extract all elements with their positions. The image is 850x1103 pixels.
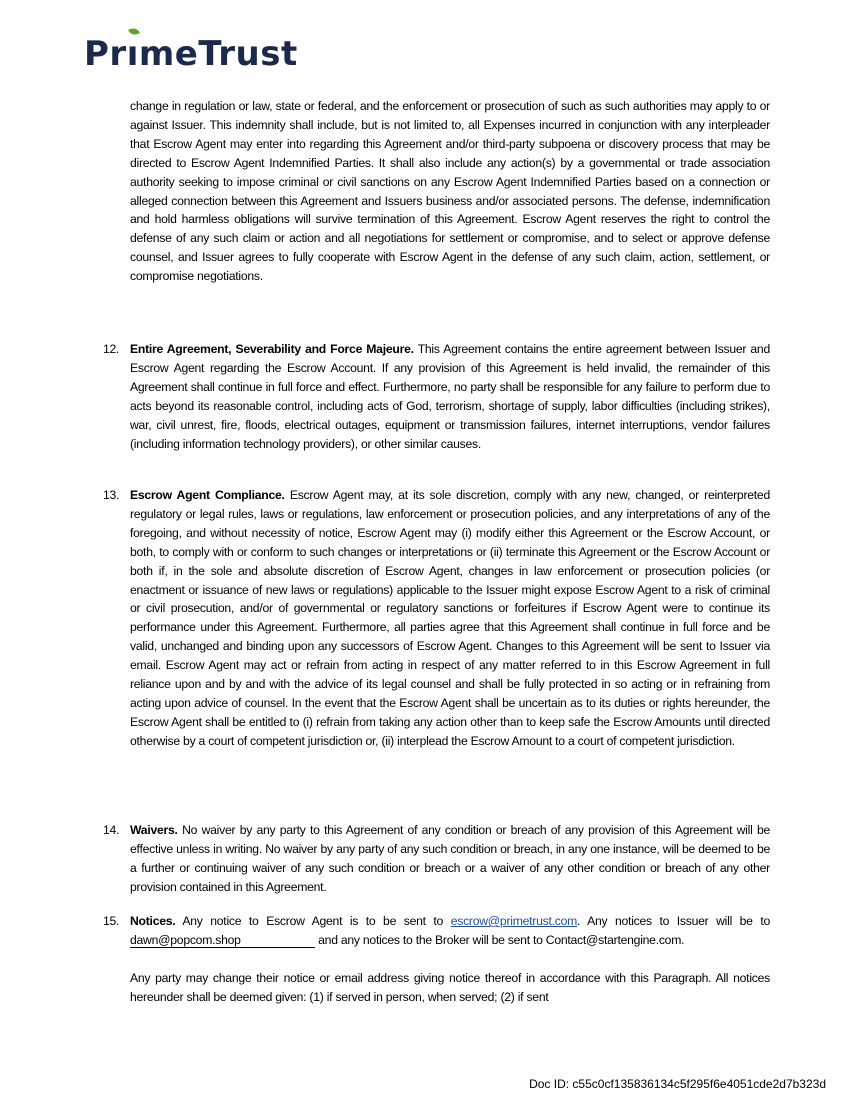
logo-text-start: Pr — [84, 34, 127, 74]
section-number: 15. — [103, 914, 120, 928]
section-13 — [103, 486, 770, 751]
section-title: Entire Agreement, Severability and Force Majeure. — [130, 342, 414, 356]
section-number: 13. — [103, 488, 120, 502]
continuation-paragraph — [130, 97, 770, 286]
section-number: 12. — [103, 342, 120, 356]
logo-i-glyph: ı — [126, 34, 139, 74]
section-number: 14. — [103, 823, 120, 837]
section-text: No waiver by any party to this Agreement of any condition or breach of any provision of this Agreement will be effective unless in writing. No waiver by any party of any such condition or breach, in any one instance, will be deemed to be a further or continuing waiver of any such condition or breach or a waiver of any other condition or breach of any other provision contained in this Agreement. — [130, 823, 770, 894]
section-15-notices — [103, 912, 770, 1007]
primetrust-logo — [84, 34, 298, 74]
section-12 — [103, 340, 770, 453]
continuation-text: change in regulation or law, state or federal, and the enforcement or prosecution of such as such authorities may apply to or against Issuer. This indemnity shall include, but is not limited to, all Expenses incurred in conjunction with any interpleader that Escrow Agent may enter into regarding this Agreement and/or third-party subpoena or discovery process that may be directed to Escrow Agent Indemnified Parties. It shall also include any action(s) by a governmental or trade association authority seeking to impose criminal or civil sanctions on any Escrow Agent Indemnified Parties based on a connection or alleged connection between this Agreement and Issuers business and/or associated persons. The defense, indemnification and hold harmless obligations will survive termination of this Agreement. Escrow Agent reserves the right to control the defense of any such claim or action and all negotiations for settlement or compromise, and to select or approve defense counsel, and Issuer agrees to fully cooperate with Escrow Agent in the defense of any such claim, action, settlement, or compromise negotiations. — [130, 99, 770, 284]
notices-text: Any notice to Escrow Agent is to be sent to — [175, 914, 451, 928]
section-title: Waivers. — [130, 823, 178, 837]
section-text: This Agreement contains the entire agreement between Issuer and Escrow Agent regarding the Escrow Account. If any provision of this Agreement is held invalid, the remainder of this Agreement shall continue in full force and effect. Furthermore, no party shall be responsible for any failure to perform due to acts beyond its reasonable control, including acts of God, terrorism, shortage of supply, labor difficulties (including strikes), war, civil unrest, fire, floods, electrical outages, equipment or transmission failures, internet interruptions, vendor failures (including information technology providers), or other similar causes. — [130, 342, 770, 451]
section-title: Notices. — [130, 914, 176, 928]
logo-text-end: meTrust — [138, 34, 298, 74]
escrow-email-link[interactable]: escrow@primetrust.com — [450, 914, 578, 928]
doc-id: Doc ID: c55c0cf135836134c5f295f6e4051cde2d7b323d — [529, 1077, 826, 1091]
section-title: Escrow Agent Compliance. — [130, 488, 285, 502]
logo-i — [127, 34, 139, 74]
notices-text: . Any notices to Issuer will be to — [577, 914, 770, 928]
section-14 — [103, 821, 770, 897]
section-text: Escrow Agent may, at its sole discretion, comply with any new, changed, or reinterpreted regulatory or legal rules, laws or regulations, law enforcement or prosecution policies, and any interpretations of any of the foregoing, and without necessity of notice, Escrow Agent may (i) modify either this Agreement or the Escrow Account, or both, to comply with or conform to such changes or interpretations or (ii) terminate this Agreement or the Escrow Account or both if, in the sole and absolute discretion of Escrow Agent, changes in law enforcement or prosecution policies (or enactment or issuance of new laws or regulations) applicable to the Issuer might expose Escrow Agent to a risk of criminal or civil prosecution, and/or of governmental or regulatory sanctions or forfeitures if Escrow Agent were to continue its performance under this Agreement. Furthermore, all parties agree that this Agreement shall continue in full force and be valid, unchanged and binding upon any successors of Escrow Agent. Changes to this Agreement will be sent to Issuer via email. Escrow Agent may act or refrain from acting in respect of any matter referred to in this Escrow Agreement in full reliance upon and by and with the advice of its legal counsel and shall be fully protected in so acting or in refraining from acting upon advice of counsel. In the event that the Escrow Agent shall be uncertain as to its duties or rights hereunder, the Escrow Agent shall be entitled to (i) refrain from taking any action other than to keep safe the Escrow Amounts until directed otherwise by a court of competent jurisdiction or, (ii) interplead the Escrow Amount to a court of competent jurisdiction. — [130, 488, 770, 748]
notices-text: and any notices to the Broker will be sent to Contact@startengine.com. — [315, 932, 685, 947]
notices-paragraph-2: Any party may change their notice or email address giving notice thereof in accordance with this Paragraph. All notices hereunder shall be deemed given: (1) if served in person, when served; (2) if sent — [130, 970, 770, 1004]
issuer-email-field: dawn@popcom.shop — [130, 933, 315, 948]
